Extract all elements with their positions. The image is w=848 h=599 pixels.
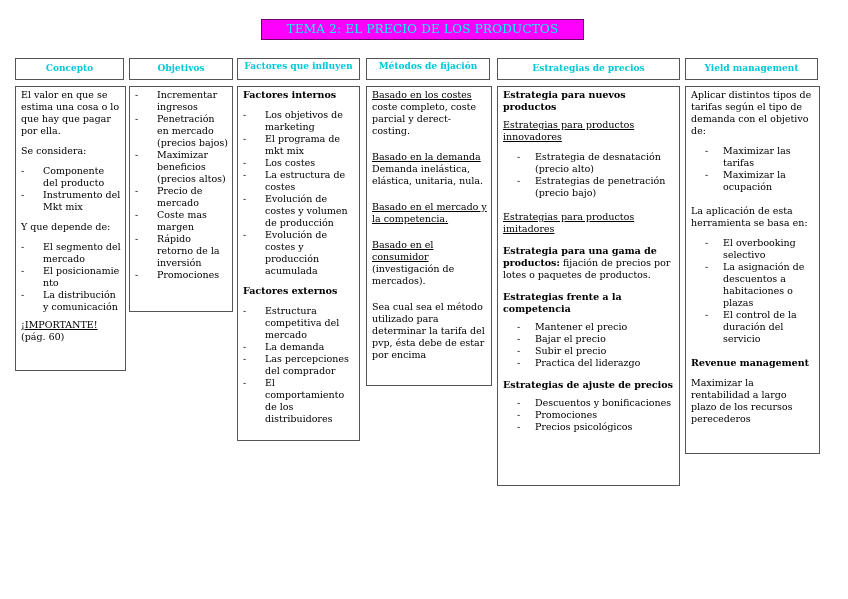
objetivos-list [135, 90, 228, 282]
metodo-consumidor-text: (investigación de mercados). [372, 264, 455, 287]
list-item: - Penetración en mercado (precios bajos) [135, 114, 228, 150]
list-item: - El comportamiento de los distribuidores [243, 378, 355, 426]
factores-externos-list [243, 306, 355, 426]
yield-bases-list [705, 238, 815, 346]
estrategia-innovadores-list [517, 152, 675, 200]
estrategia-competencia-list [517, 322, 675, 370]
concepto-list-2 [21, 242, 121, 314]
list-item: - Mantener el precio [517, 322, 675, 334]
estrategia-ajuste-list [517, 398, 675, 434]
list-item: - Los objetivos de marketing [243, 110, 355, 134]
list-item: - La estructura de costes [243, 170, 355, 194]
list-item: - El overbooking selectivo [705, 238, 815, 262]
list-item: - Instrumento del Mkt mix [21, 190, 121, 214]
metodo-mercado-title: Basado en el mercado y la competencia. [372, 202, 487, 225]
pagina-ref: (pág. 60) [21, 332, 65, 343]
list-item: - Evolución de costes y volumen de producción [243, 194, 355, 230]
estrategia-gama-text: fijación de precios por lotes o paquetes de productos. [503, 258, 671, 281]
factores-internos-list [243, 110, 355, 278]
revenue-title: Revenue management [691, 358, 810, 369]
list-item: - Precios psicológicos [517, 422, 675, 434]
factores-box [237, 86, 360, 441]
revenue-text: Maximizar la rentabilidad a largo plazo de los recursos perecederos [691, 378, 793, 425]
metodo-final-text: Sea cual sea el método utilizado para determinar la tarifa del pvp, ésta debe de estar por encima [372, 302, 485, 361]
page-title: TEMA 2: EL PRECIO DE LOS PRODUCTOS [261, 19, 584, 40]
factores-externos-title: Factores externos [243, 286, 338, 297]
concepto-depende: Y que depende de: [21, 222, 111, 233]
list-item: - Bajar el precio [517, 334, 675, 346]
list-item: - El segmento del mercado [21, 242, 121, 266]
metodo-demanda-title: Basado en la demanda [372, 152, 481, 163]
list-item: - El control de la duración del servicio [705, 310, 815, 346]
concepto-box [15, 86, 126, 371]
list-item: - Precio de mercado [135, 186, 228, 210]
list-item: - Rápido retorno de la inversión [135, 234, 228, 270]
list-item: - Evolución de costes y producción acumulada [243, 230, 355, 278]
concepto-list-1 [21, 166, 121, 214]
metodo-costes-text: coste completo, coste parcial y derect-costing. [372, 102, 477, 137]
estrategia-imitadores-title: Estrategias para productos imitadores [503, 212, 635, 235]
list-item: - Las percepciones del comprador [243, 354, 355, 378]
concepto-intro: El valor en que se estima una cosa o lo que hay que pagar por ella. [21, 90, 120, 137]
yield-herramienta: La aplicación de esta herramienta se basa en: [691, 206, 808, 229]
list-item: - Estructura competitiva del mercado [243, 306, 355, 342]
list-item: - Estrategias de penetración (precio bajo) [517, 176, 675, 200]
list-item: - Descuentos y bonificaciones [517, 398, 675, 410]
importante-link[interactable]: ¡IMPORTANTE! [21, 320, 98, 331]
metodo-costes-title: Basado en los costes [372, 90, 472, 101]
list-item: - La asignación de descuentos a habitaciones o plazas [705, 262, 815, 310]
estrategia-nuevos-title: Estrategia para nuevos productos [503, 90, 626, 113]
factores-internos-title: Factores internos [243, 90, 337, 101]
metodo-consumidor-title: Basado en el consumidor [372, 240, 434, 263]
metodos-box [366, 86, 492, 386]
concepto-se-considera: Se considera: [21, 146, 87, 157]
estrategias-box [497, 86, 680, 486]
estrategia-gama [503, 246, 675, 282]
list-item: - Subir el precio [517, 346, 675, 358]
list-item: - Maximizar beneficios (precios altos) [135, 150, 228, 186]
list-item: - Incrementar ingresos [135, 90, 228, 114]
list-item: - Maximizar las tarifas [705, 146, 815, 170]
list-item: - Los costes [243, 158, 355, 170]
list-item: - Coste mas margen [135, 210, 228, 234]
list-item: - Practica del liderazgo [517, 358, 675, 370]
header-estrategias: Estrategias de precios [497, 58, 680, 80]
list-item: - Componente del producto [21, 166, 121, 190]
header-concepto: Concepto [15, 58, 124, 80]
header-metodos: Métodos de fijación [366, 58, 490, 80]
yield-objetivos-list [705, 146, 815, 194]
list-item: - Promociones [135, 270, 228, 282]
estrategia-ajuste-title: Estrategias de ajuste de precios [503, 380, 673, 391]
estrategia-competencia-title: Estrategias frente a la competencia [503, 292, 622, 315]
list-item: - Promociones [517, 410, 675, 422]
metodo-demanda-text: Demanda inelástica, elástica, unitaria, nula. [372, 164, 484, 187]
list-item: - Estrategia de desnatación (precio alto) [517, 152, 675, 176]
header-objetivos: Objetivos [129, 58, 233, 80]
list-item: - Maximizar la ocupación [705, 170, 815, 194]
list-item: - El posicionamiento [21, 266, 121, 290]
list-item: - La distribución y comunicación [21, 290, 121, 314]
estrategia-gama-title: Estrategia para una gama de productos: [503, 246, 657, 269]
list-item: - El programa de mkt mix [243, 134, 355, 158]
yield-intro: Aplicar distintos tipos de tarifas según el tipo de demanda con el objetivo de: [691, 90, 812, 137]
estrategia-innovadores-title: Estrategias para productos innovadores [503, 120, 635, 143]
header-factores: Factores que influyen [237, 58, 360, 80]
objetivos-box [129, 86, 233, 312]
yield-box [685, 86, 820, 454]
list-item: - La demanda [243, 342, 355, 354]
header-yield: Yield management [685, 58, 818, 80]
